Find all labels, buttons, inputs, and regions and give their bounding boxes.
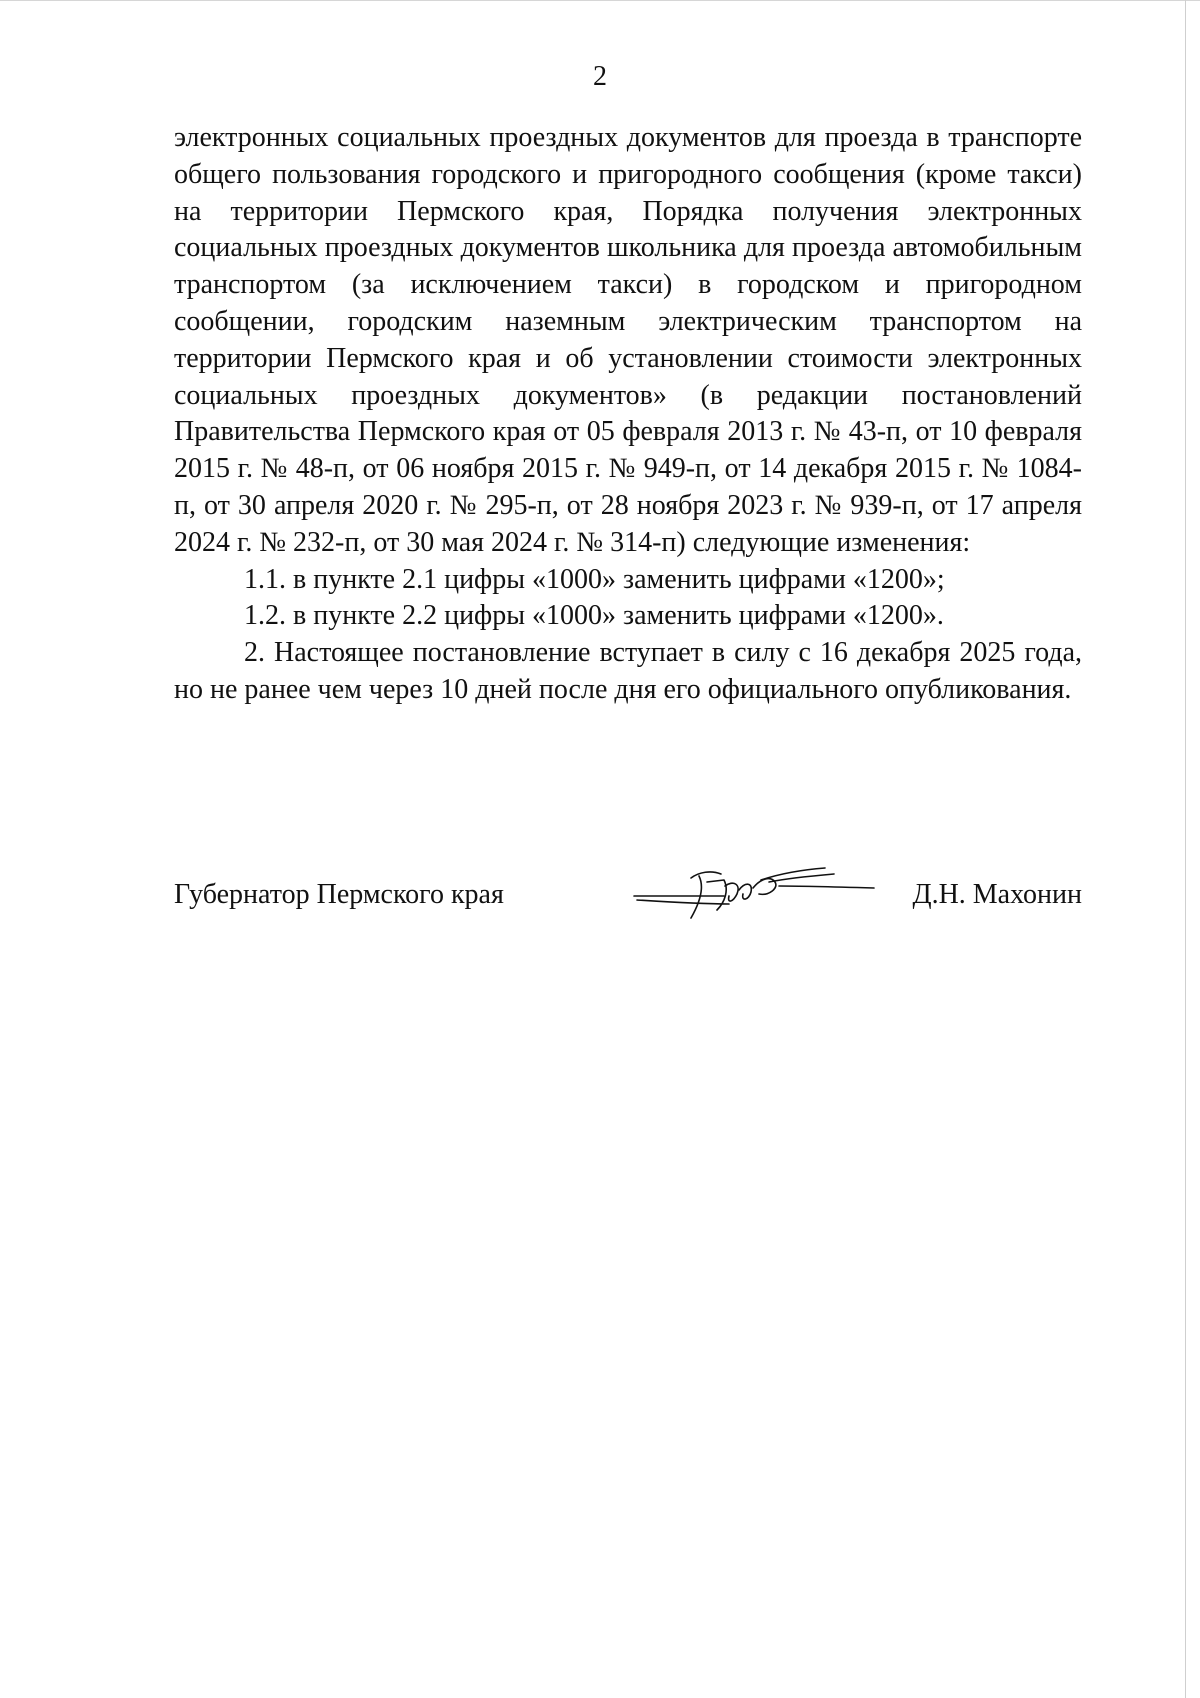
document-body xyxy=(174,120,1082,709)
paragraph-item-2: 2. Настоящее постановление вступает в силу с 16 декабря 2025 года, но не ранее чем через 10 дней после дня его официального опубликования. xyxy=(174,637,1082,705)
scan-right-edge xyxy=(1185,0,1186,1698)
signatory-role: Губернатор Пермского края xyxy=(174,879,504,910)
scan-top-edge xyxy=(0,0,1200,1)
paragraph-item-1-1: 1.1. в пункте 2.1 цифры «1000» заменить цифрами «1200»; xyxy=(244,563,945,595)
handwritten-signature-icon xyxy=(629,860,879,930)
paragraph-continuation: электронных социальных проездных документов для проезда в транспорте общего пользования городского и пригородного сообщения (кроме такси) на территории Пермского края, Порядка получения электронных социальных проездных документов школьника для проезда автомобильным транспортом (за исключением такси) в городском и пригородном сообщении, городским наземным электрическим транспортом на территории Пермского края и об установлении стоимости электронных социальных проездных документов» (в редакции постановлений Правительства Пермского края от 05 февраля 2013 г. № 43-п, от 10 февраля 2015 г. № 48-п, от 06 ноября 2015 г. № 949-п, от 14 декабря 2015 г. № 1084-п, от 30 апреля 2020 г. № 295-п, от 28 ноября 2023 г. № 939-п, от 17 апреля 2024 г. № 232-п, от 30 мая 2024 г. № 314-п) следующие изменения: xyxy=(174,122,1082,558)
signatory-name: Д.Н. Махонин xyxy=(912,879,1082,910)
page-number: 2 xyxy=(593,61,607,92)
paragraph-item-1-2: 1.2. в пункте 2.2 цифры «1000» заменить цифрами «1200». xyxy=(244,600,944,632)
signature-block xyxy=(174,860,1082,930)
